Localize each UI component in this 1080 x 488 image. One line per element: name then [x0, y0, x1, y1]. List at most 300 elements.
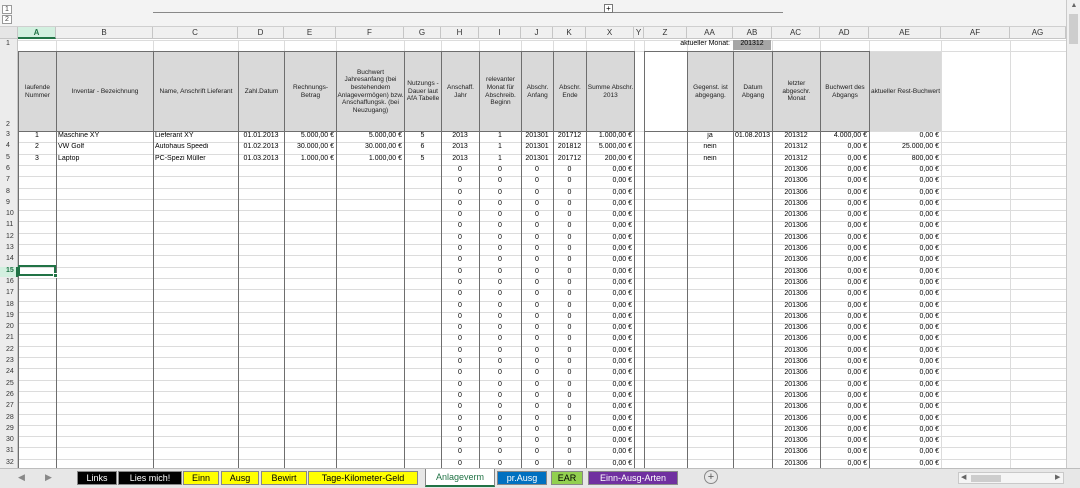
- table-cell[interactable]: 0: [567, 166, 572, 173]
- table-cell[interactable]: 1.000,00 €: [368, 155, 402, 162]
- table-cell[interactable]: 0,00 €: [612, 234, 632, 241]
- table-cell[interactable]: 0,00 €: [847, 381, 867, 388]
- table-cell[interactable]: 0,00 €: [612, 426, 632, 433]
- table-cell[interactable]: 0: [458, 279, 462, 286]
- table-cell[interactable]: 0: [535, 369, 539, 376]
- table-cell[interactable]: 0,00 €: [847, 268, 867, 275]
- row-header-17[interactable]: 17: [6, 289, 14, 297]
- table-cell[interactable]: 0,00 €: [612, 245, 632, 252]
- table-cell[interactable]: 201306: [784, 234, 808, 241]
- table-cell[interactable]: 0,00 €: [612, 369, 632, 376]
- row-header-22[interactable]: 22: [6, 345, 14, 353]
- add-sheet-icon[interactable]: +: [704, 470, 718, 484]
- table-cell[interactable]: 0,00 €: [847, 256, 867, 263]
- table-cell[interactable]: 1: [35, 132, 39, 139]
- table-cell[interactable]: 0: [567, 392, 572, 399]
- table-cell[interactable]: 01.02.2013: [243, 143, 279, 150]
- table-cell[interactable]: 0,00 €: [612, 268, 632, 275]
- table-cell[interactable]: 0,00 €: [847, 347, 867, 354]
- row-header-4[interactable]: 4: [6, 142, 10, 150]
- column-header-y[interactable]: Y: [634, 27, 644, 39]
- table-cell[interactable]: 0,00 €: [612, 200, 632, 207]
- sheet-tab-einn[interactable]: Einn: [183, 471, 219, 485]
- table-cell[interactable]: Autohaus Speedi: [155, 143, 209, 150]
- table-cell[interactable]: 0,00 €: [919, 177, 939, 184]
- table-cell[interactable]: 0: [567, 347, 572, 354]
- sheet-tab-bewirt[interactable]: Bewirt: [261, 471, 307, 485]
- column-header-ae[interactable]: AE: [869, 27, 941, 39]
- table-cell[interactable]: 0: [498, 290, 502, 297]
- table-cell[interactable]: 0,00 €: [612, 460, 632, 467]
- table-cell[interactable]: 5: [420, 132, 425, 139]
- table-cell[interactable]: 0,00 €: [919, 302, 939, 309]
- table-cell[interactable]: 0: [567, 211, 572, 218]
- table-cell[interactable]: 0: [567, 256, 572, 263]
- table-cell[interactable]: 0: [458, 166, 462, 173]
- tab-scroll-right-icon[interactable]: ▶: [45, 472, 52, 482]
- column-header-c[interactable]: C: [153, 27, 238, 39]
- table-cell[interactable]: 0: [458, 222, 462, 229]
- table-cell[interactable]: 0,00 €: [612, 302, 632, 309]
- table-cell[interactable]: 0,00 €: [847, 290, 867, 297]
- row-header-21[interactable]: 21: [6, 334, 14, 342]
- row-header-25[interactable]: 25: [6, 379, 14, 387]
- table-cell[interactable]: 0: [458, 268, 462, 275]
- table-cell[interactable]: 0: [567, 335, 572, 342]
- table-cell[interactable]: 0: [535, 302, 539, 309]
- table-cell[interactable]: 0,00 €: [847, 155, 867, 162]
- column-header-ac[interactable]: AC: [772, 27, 820, 39]
- column-header-ad[interactable]: AD: [820, 27, 869, 39]
- table-cell[interactable]: 0,00 €: [919, 403, 939, 410]
- row-header-11[interactable]: 11: [6, 221, 14, 229]
- table-cell[interactable]: 0: [535, 313, 539, 320]
- sheet-tab-ausg[interactable]: Ausg: [221, 471, 259, 485]
- row-header-16[interactable]: 16: [6, 277, 14, 285]
- column-header-k[interactable]: K: [553, 27, 586, 39]
- table-cell[interactable]: 201312: [784, 143, 808, 150]
- table-cell[interactable]: 0: [458, 200, 462, 207]
- scroll-up-arrow-icon[interactable]: ▲: [1070, 2, 1078, 9]
- sheet-tab-anlageverm[interactable]: Anlageverm: [425, 469, 495, 487]
- table-cell[interactable]: 0,00 €: [847, 302, 867, 309]
- table-cell[interactable]: 0,00 €: [612, 256, 632, 263]
- table-cell[interactable]: 0,00 €: [919, 324, 939, 331]
- hscroll-thumb[interactable]: [971, 475, 1001, 482]
- table-cell[interactable]: 0: [498, 302, 502, 309]
- table-cell[interactable]: 1.000,00 €: [598, 132, 632, 139]
- table-cell[interactable]: 0: [498, 222, 502, 229]
- table-cell[interactable]: 0: [567, 222, 572, 229]
- table-cell[interactable]: 201312: [784, 155, 808, 162]
- table-cell[interactable]: 0,00 €: [847, 200, 867, 207]
- table-cell[interactable]: 0,00 €: [612, 335, 632, 342]
- table-cell[interactable]: 0: [567, 358, 572, 365]
- table-cell[interactable]: 0,00 €: [847, 222, 867, 229]
- table-cell[interactable]: 0: [567, 313, 572, 320]
- table-cell[interactable]: 0: [458, 460, 462, 467]
- sheet-tab-lies-mich-[interactable]: Lies mich!: [118, 471, 182, 485]
- table-cell[interactable]: 0: [458, 381, 462, 388]
- table-cell[interactable]: 0: [535, 166, 539, 173]
- table-cell[interactable]: 0: [535, 245, 539, 252]
- table-cell[interactable]: 0: [535, 200, 539, 207]
- table-cell[interactable]: 201712: [557, 155, 582, 162]
- column-header-i[interactable]: I: [479, 27, 521, 39]
- table-cell[interactable]: VW Golf: [58, 143, 85, 150]
- table-cell[interactable]: 0: [567, 245, 572, 252]
- table-cell[interactable]: 0: [567, 381, 572, 388]
- table-cell[interactable]: 0: [567, 290, 572, 297]
- table-cell[interactable]: 0: [535, 426, 539, 433]
- row-header-1[interactable]: 1: [6, 40, 10, 47]
- table-cell[interactable]: PC-Spezi Müller: [155, 155, 206, 162]
- column-header-a[interactable]: A: [18, 27, 56, 39]
- table-cell[interactable]: 0: [498, 313, 502, 320]
- table-cell[interactable]: 0: [535, 437, 539, 444]
- table-cell[interactable]: 0,00 €: [919, 313, 939, 320]
- table-cell[interactable]: 0: [498, 426, 502, 433]
- table-cell[interactable]: 0,00 €: [919, 211, 939, 218]
- table-cell[interactable]: 2013: [452, 132, 468, 139]
- table-cell[interactable]: 0,00 €: [612, 290, 632, 297]
- table-cell[interactable]: 0,00 €: [919, 245, 939, 252]
- table-cell[interactable]: 0,00 €: [919, 268, 939, 275]
- table-cell[interactable]: 0: [567, 324, 572, 331]
- table-cell[interactable]: 0: [498, 177, 502, 184]
- table-cell[interactable]: 0: [498, 460, 502, 467]
- table-cell[interactable]: 201306: [784, 256, 808, 263]
- fill-handle[interactable]: [53, 273, 58, 278]
- table-cell[interactable]: 201306: [784, 290, 808, 297]
- horizontal-scrollbar[interactable]: [958, 472, 1064, 484]
- table-cell[interactable]: 0,00 €: [919, 369, 939, 376]
- table-cell[interactable]: 0,00 €: [612, 392, 632, 399]
- table-cell[interactable]: 0: [535, 403, 539, 410]
- table-cell[interactable]: 0,00 €: [919, 132, 939, 139]
- sheet-tab-links[interactable]: Links: [77, 471, 117, 485]
- column-header-f[interactable]: F: [336, 27, 404, 39]
- row-header-23[interactable]: 23: [6, 357, 14, 364]
- column-header-h[interactable]: H: [441, 27, 479, 39]
- table-cell[interactable]: 01.08.2013: [734, 132, 771, 139]
- table-cell[interactable]: 0: [535, 279, 539, 286]
- table-cell[interactable]: 0: [498, 268, 502, 275]
- table-cell[interactable]: 0: [498, 335, 502, 342]
- table-cell[interactable]: 201306: [784, 335, 808, 342]
- table-cell[interactable]: 201306: [784, 268, 808, 275]
- row-header-24[interactable]: 24: [6, 368, 14, 376]
- table-cell[interactable]: 0: [535, 290, 539, 297]
- table-cell[interactable]: 0,00 €: [847, 189, 867, 196]
- sheet-tab-pr-ausg[interactable]: pr.Ausg: [497, 471, 547, 485]
- hscroll-right-icon[interactable]: ▶: [1055, 474, 1061, 481]
- selected-cell-A15[interactable]: [18, 265, 56, 276]
- table-cell[interactable]: 0,00 €: [919, 290, 939, 297]
- table-cell[interactable]: 201306: [784, 437, 808, 444]
- table-cell[interactable]: ja: [707, 132, 713, 139]
- table-cell[interactable]: 5.000,00 €: [598, 143, 632, 150]
- table-cell[interactable]: 0,00 €: [919, 222, 939, 229]
- table-cell[interactable]: 30.000,00 €: [365, 143, 402, 150]
- table-cell[interactable]: 0: [458, 403, 462, 410]
- table-cell[interactable]: 201306: [784, 415, 808, 422]
- table-cell[interactable]: 25.000,00 €: [902, 143, 939, 150]
- row-header-5[interactable]: 5: [6, 153, 10, 161]
- row-header-8[interactable]: 8: [6, 187, 10, 195]
- table-cell[interactable]: 0,00 €: [847, 358, 867, 365]
- table-cell[interactable]: 2013: [452, 155, 468, 162]
- table-cell[interactable]: 0,00 €: [919, 415, 939, 422]
- table-cell[interactable]: 201306: [784, 302, 808, 309]
- table-cell[interactable]: 4.000,00 €: [833, 132, 867, 139]
- table-cell[interactable]: 0,00 €: [847, 324, 867, 331]
- table-cell[interactable]: 0: [535, 268, 539, 275]
- table-cell[interactable]: 201812: [557, 143, 582, 150]
- table-cell[interactable]: 201306: [784, 392, 808, 399]
- row-header-19[interactable]: 19: [6, 311, 14, 319]
- table-cell[interactable]: 0: [567, 268, 572, 275]
- table-cell[interactable]: 0: [567, 415, 572, 422]
- table-cell[interactable]: 0: [567, 369, 572, 376]
- table-cell[interactable]: 0: [567, 426, 572, 433]
- table-cell[interactable]: 0: [498, 189, 502, 196]
- row-header-15[interactable]: 15: [0, 267, 18, 277]
- table-cell[interactable]: 1: [498, 132, 502, 139]
- row-header-18[interactable]: 18: [6, 300, 14, 308]
- table-cell[interactable]: 0: [498, 415, 502, 422]
- table-cell[interactable]: 2013: [452, 143, 468, 150]
- table-cell[interactable]: 201712: [557, 132, 582, 139]
- table-cell[interactable]: 201312: [784, 132, 808, 139]
- table-cell[interactable]: 0: [458, 302, 462, 309]
- table-cell[interactable]: 0: [535, 324, 539, 331]
- column-header-b[interactable]: B: [56, 27, 153, 39]
- column-header-g[interactable]: G: [404, 27, 441, 39]
- sheet-tab-tage-kilometer-geld[interactable]: Tage-Kilometer-Geld: [308, 471, 418, 485]
- table-cell[interactable]: 0,00 €: [847, 335, 867, 342]
- row-header-6[interactable]: 6: [6, 164, 10, 172]
- table-cell[interactable]: 200,00 €: [604, 155, 632, 162]
- table-cell[interactable]: 1.000,00 €: [300, 155, 334, 162]
- table-cell[interactable]: Laptop: [58, 155, 80, 162]
- table-cell[interactable]: 0: [458, 358, 462, 365]
- table-cell[interactable]: 0: [498, 347, 502, 354]
- table-cell[interactable]: 201306: [784, 358, 808, 365]
- table-cell[interactable]: 201306: [784, 369, 808, 376]
- table-cell[interactable]: 201306: [784, 279, 808, 286]
- row-header-26[interactable]: 26: [6, 390, 14, 398]
- table-cell[interactable]: 0: [498, 245, 502, 252]
- table-cell[interactable]: 0,00 €: [919, 347, 939, 354]
- table-cell[interactable]: 0: [458, 335, 462, 342]
- table-cell[interactable]: 201306: [784, 189, 808, 196]
- row-header-12[interactable]: 12: [6, 232, 14, 240]
- table-cell[interactable]: 0,00 €: [612, 166, 632, 173]
- sheet-tab-ear[interactable]: EAR: [551, 471, 583, 485]
- hscroll-left-icon[interactable]: ◀: [961, 474, 967, 481]
- row-header-9[interactable]: 9: [6, 198, 10, 206]
- table-cell[interactable]: 201306: [784, 403, 808, 410]
- table-cell[interactable]: 0: [458, 392, 462, 399]
- table-cell[interactable]: 01.03.2013: [243, 155, 279, 162]
- table-cell[interactable]: 0,00 €: [847, 460, 867, 467]
- table-cell[interactable]: 0: [458, 234, 462, 241]
- table-cell[interactable]: 0: [498, 234, 502, 241]
- column-header-d[interactable]: D: [238, 27, 284, 39]
- table-cell[interactable]: 0: [498, 324, 502, 331]
- table-cell[interactable]: 0: [498, 392, 502, 399]
- table-cell[interactable]: 5: [420, 155, 425, 162]
- table-cell[interactable]: 0,00 €: [919, 189, 939, 196]
- outline-level-1[interactable]: 1: [2, 5, 12, 14]
- table-cell[interactable]: 0,00 €: [612, 313, 632, 320]
- table-cell[interactable]: 0: [535, 177, 539, 184]
- table-cell[interactable]: 5.000,00 €: [368, 132, 402, 139]
- table-cell[interactable]: 0,00 €: [919, 200, 939, 207]
- table-cell[interactable]: 0: [458, 189, 462, 196]
- table-cell[interactable]: 0: [567, 460, 572, 467]
- table-cell[interactable]: Maschine XY: [58, 132, 100, 139]
- table-cell[interactable]: 0: [458, 245, 462, 252]
- outline-expand-icon[interactable]: +: [604, 4, 613, 13]
- table-cell[interactable]: 0: [535, 256, 539, 263]
- table-cell[interactable]: 0: [567, 448, 572, 455]
- row-header-13[interactable]: 13: [6, 244, 14, 251]
- table-cell[interactable]: 0: [535, 415, 539, 422]
- table-cell[interactable]: 0: [458, 426, 462, 433]
- table-cell[interactable]: 0: [567, 403, 572, 410]
- row-header-32[interactable]: 32: [6, 458, 14, 466]
- table-cell[interactable]: 201306: [784, 381, 808, 388]
- table-cell[interactable]: 201306: [784, 177, 808, 184]
- table-cell[interactable]: 0: [535, 234, 539, 241]
- table-cell[interactable]: 0,00 €: [847, 245, 867, 252]
- table-cell[interactable]: 201301: [525, 155, 549, 162]
- table-cell[interactable]: 6: [420, 143, 425, 150]
- row-header-28[interactable]: 28: [6, 413, 14, 421]
- table-cell[interactable]: 0: [535, 347, 539, 354]
- table-cell[interactable]: 0,00 €: [919, 256, 939, 263]
- table-cell[interactable]: 0,00 €: [919, 448, 939, 455]
- table-cell[interactable]: 30.000,00 €: [297, 143, 334, 150]
- column-header-af[interactable]: AF: [941, 27, 1010, 39]
- table-cell[interactable]: 0: [498, 211, 502, 218]
- table-cell[interactable]: 201306: [784, 245, 808, 252]
- row-header-2[interactable]: 2: [6, 121, 10, 128]
- table-cell[interactable]: 0,00 €: [847, 177, 867, 184]
- row-header-31[interactable]: 31: [6, 447, 14, 455]
- table-cell[interactable]: 0: [498, 369, 502, 376]
- table-cell[interactable]: 0: [567, 200, 572, 207]
- table-cell[interactable]: 0,00 €: [847, 437, 867, 444]
- table-cell[interactable]: nein: [703, 155, 717, 162]
- table-cell[interactable]: 0: [567, 189, 572, 196]
- table-cell[interactable]: 0,00 €: [847, 211, 867, 218]
- row-header-29[interactable]: 29: [6, 424, 14, 432]
- table-cell[interactable]: 0: [535, 392, 539, 399]
- table-cell[interactable]: 0: [498, 279, 502, 286]
- table-cell[interactable]: 0,00 €: [847, 313, 867, 320]
- current-month-value[interactable]: 201312: [733, 40, 771, 50]
- table-cell[interactable]: Lieferant XY: [155, 132, 194, 139]
- table-cell[interactable]: 0: [458, 415, 462, 422]
- column-header-ab[interactable]: AB: [733, 27, 772, 39]
- table-cell[interactable]: 0,00 €: [847, 448, 867, 455]
- table-cell[interactable]: 0,00 €: [919, 166, 939, 173]
- table-cell[interactable]: 0: [498, 166, 502, 173]
- table-cell[interactable]: 0,00 €: [612, 381, 632, 388]
- table-cell[interactable]: 201306: [784, 166, 808, 173]
- table-cell[interactable]: 0: [535, 448, 539, 455]
- table-cell[interactable]: 0,00 €: [919, 279, 939, 286]
- row-header-14[interactable]: 14: [6, 255, 14, 263]
- table-cell[interactable]: 0: [458, 448, 462, 455]
- table-cell[interactable]: 0,00 €: [919, 460, 939, 467]
- table-cell[interactable]: 0: [498, 381, 502, 388]
- table-cell[interactable]: 0: [458, 347, 462, 354]
- table-cell[interactable]: 0: [498, 437, 502, 444]
- table-cell[interactable]: 0,00 €: [919, 437, 939, 444]
- table-cell[interactable]: 0,00 €: [612, 448, 632, 455]
- table-cell[interactable]: 0,00 €: [612, 177, 632, 184]
- table-cell[interactable]: nein: [703, 143, 717, 150]
- table-cell[interactable]: 0,00 €: [847, 143, 867, 150]
- table-cell[interactable]: 201306: [784, 347, 808, 354]
- table-cell[interactable]: 0: [498, 200, 502, 207]
- table-cell[interactable]: 0: [567, 279, 572, 286]
- table-cell[interactable]: 0: [458, 256, 462, 263]
- table-cell[interactable]: 0: [535, 381, 539, 388]
- table-cell[interactable]: 201306: [784, 313, 808, 320]
- row-header-10[interactable]: 10: [6, 210, 14, 218]
- table-cell[interactable]: 0: [498, 448, 502, 455]
- table-cell[interactable]: 3: [35, 155, 39, 162]
- table-cell[interactable]: 0: [567, 234, 572, 241]
- table-cell[interactable]: 0: [458, 437, 462, 444]
- table-cell[interactable]: 201306: [784, 211, 808, 218]
- row-header-7[interactable]: 7: [6, 176, 10, 184]
- column-header-ag[interactable]: AG: [1010, 27, 1066, 39]
- outline-level-2[interactable]: 2: [2, 15, 12, 24]
- table-cell[interactable]: 0,00 €: [847, 415, 867, 422]
- table-cell[interactable]: 201306: [784, 426, 808, 433]
- table-cell[interactable]: 201306: [784, 222, 808, 229]
- table-cell[interactable]: 0: [567, 437, 572, 444]
- table-cell[interactable]: 0: [535, 335, 539, 342]
- table-cell[interactable]: 201301: [525, 143, 549, 150]
- table-cell[interactable]: 0,00 €: [847, 403, 867, 410]
- table-cell[interactable]: 0: [498, 403, 502, 410]
- table-cell[interactable]: 0,00 €: [612, 222, 632, 229]
- table-cell[interactable]: 0,00 €: [919, 426, 939, 433]
- select-all-corner[interactable]: [0, 27, 18, 39]
- table-cell[interactable]: 0: [458, 177, 462, 184]
- table-cell[interactable]: 2: [35, 143, 39, 150]
- table-cell[interactable]: 0: [567, 177, 572, 184]
- column-header-e[interactable]: E: [284, 27, 336, 39]
- column-header-aa[interactable]: AA: [687, 27, 733, 39]
- table-cell[interactable]: 201306: [784, 200, 808, 207]
- table-cell[interactable]: 0: [458, 313, 462, 320]
- row-header-27[interactable]: 27: [6, 402, 14, 410]
- table-cell[interactable]: 0: [535, 211, 539, 218]
- row-header-30[interactable]: 30: [6, 436, 14, 444]
- table-cell[interactable]: 0: [458, 290, 462, 297]
- table-cell[interactable]: 0,00 €: [847, 426, 867, 433]
- table-cell[interactable]: 0,00 €: [612, 415, 632, 422]
- table-cell[interactable]: 201301: [525, 132, 549, 139]
